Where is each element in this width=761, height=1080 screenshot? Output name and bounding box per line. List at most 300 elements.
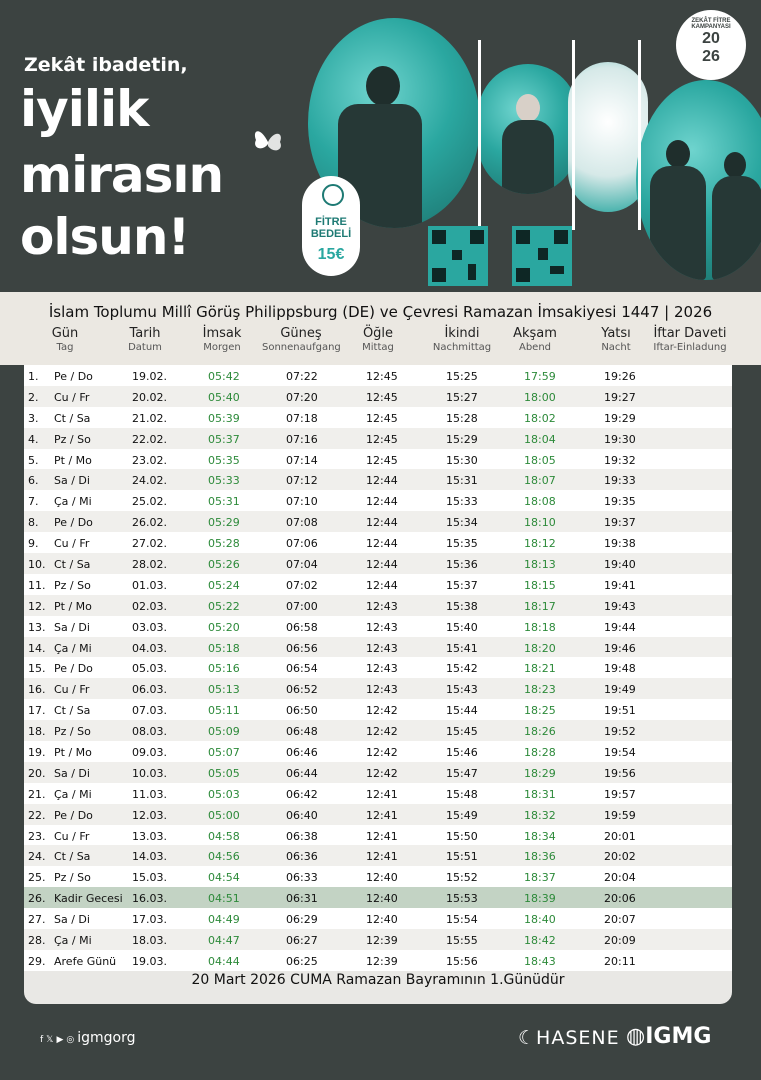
- cell-day: Ct / Sa: [54, 411, 91, 425]
- cell-day: Pt / Mo: [54, 746, 92, 760]
- cell-yatsi: 19:38: [604, 537, 636, 551]
- cell-gunes: 06:46: [286, 746, 318, 760]
- cell-n: 16.: [28, 683, 46, 697]
- cell-ikindi: 15:47: [446, 766, 478, 780]
- cell-ogle: 12:40: [366, 892, 398, 906]
- cell-yatsi: 20:04: [604, 871, 636, 885]
- cell-ikindi: 15:48: [446, 787, 478, 801]
- cell-aksam: 18:21: [524, 662, 556, 676]
- youtube-icon[interactable]: ▶: [56, 1035, 64, 1045]
- cell-aksam: 18:05: [524, 453, 556, 467]
- cell-yatsi: 19:44: [604, 620, 636, 634]
- cell-ogle: 12:44: [366, 516, 398, 530]
- cell-aksam: 18:32: [524, 808, 556, 822]
- table-row: [24, 762, 732, 783]
- cell-yatsi: 19:30: [604, 432, 636, 446]
- table-row: [24, 386, 732, 407]
- cell-gunes: 06:42: [286, 787, 318, 801]
- qr-code-1[interactable]: [428, 226, 488, 286]
- cell-aksam: 18:20: [524, 641, 556, 655]
- cell-n: 24.: [28, 850, 46, 864]
- cell-ogle: 12:44: [366, 558, 398, 572]
- cell-yatsi: 19:41: [604, 578, 636, 592]
- cell-n: 26.: [28, 892, 46, 906]
- cell-ikindi: 15:36: [446, 558, 478, 572]
- cell-ogle: 12:42: [366, 766, 398, 780]
- cell-day: Pe / Do: [54, 516, 93, 530]
- social-handle[interactable]: igmgorg: [77, 1030, 136, 1046]
- cell-gunes: 06:29: [286, 913, 318, 927]
- cell-gunes: 06:48: [286, 725, 318, 739]
- cell-date: 06.03.: [132, 683, 167, 697]
- cell-ikindi: 15:34: [446, 516, 478, 530]
- col-header-yatsi: Yatsı Nacht: [601, 326, 631, 353]
- cell-yatsi: 19:37: [604, 516, 636, 530]
- col-header-iftar: İftar Daveti Iftar-Einladung: [653, 326, 727, 353]
- cell-yatsi: 19:54: [604, 746, 636, 760]
- cell-day: Pe / Do: [54, 662, 93, 676]
- cell-imsak: 05:40: [208, 390, 240, 404]
- table-row: [24, 741, 732, 762]
- cell-n: 1.: [28, 370, 39, 383]
- cell-date: 28.02.: [132, 558, 167, 572]
- cell-aksam: 18:04: [524, 432, 556, 446]
- cell-day: Cu / Fr: [54, 537, 90, 551]
- cell-imsak: 04:47: [208, 934, 240, 948]
- divider-line: [638, 40, 641, 230]
- cell-yatsi: 20:09: [604, 934, 636, 948]
- badge-title: FİTRE BEDELİ: [310, 216, 352, 240]
- cell-yatsi: 19:52: [604, 725, 636, 739]
- cell-gunes: 06:40: [286, 808, 318, 822]
- table-row: [24, 637, 732, 658]
- table-row: [24, 845, 732, 866]
- cell-gunes: 07:02: [286, 578, 318, 592]
- cell-imsak: 05:05: [208, 766, 240, 780]
- cell-ikindi: 15:43: [446, 683, 478, 697]
- table-row: [24, 616, 732, 637]
- cell-ikindi: 15:37: [446, 578, 478, 592]
- cell-gunes: 07:06: [286, 537, 318, 551]
- cell-day: Pz / So: [54, 871, 91, 885]
- cell-gunes: 06:56: [286, 641, 318, 655]
- cell-gunes: 07:22: [286, 370, 318, 383]
- qr-caption: [414, 228, 422, 286]
- cell-n: 8.: [28, 516, 39, 530]
- cell-n: 9.: [28, 537, 39, 551]
- cell-n: 21.: [28, 787, 46, 801]
- table-row: [24, 407, 732, 428]
- cell-ogle: 12:42: [366, 704, 398, 718]
- cell-aksam: 18:25: [524, 704, 556, 718]
- fitre-badge: [302, 176, 360, 276]
- social-links[interactable]: [40, 1030, 135, 1046]
- cell-date: 09.03.: [132, 746, 167, 760]
- cell-aksam: 18:42: [524, 934, 556, 948]
- cell-day: Pe / Do: [54, 808, 93, 822]
- cell-n: 5.: [28, 453, 39, 467]
- cell-imsak: 05:28: [208, 537, 240, 551]
- x-icon[interactable]: 𝕏: [46, 1035, 54, 1045]
- cell-imsak: 04:44: [208, 954, 240, 968]
- table-row: [24, 866, 732, 887]
- cell-gunes: 06:33: [286, 871, 318, 885]
- table-row: [24, 449, 732, 470]
- cell-date: 01.03.: [132, 578, 167, 592]
- cell-imsak: 04:54: [208, 871, 240, 885]
- cell-date: 22.02.: [132, 432, 167, 446]
- cell-day: Kadir Gecesi: [54, 892, 123, 906]
- cell-date: 18.03.: [132, 934, 167, 948]
- stamp-text: ZEKÂT FİTRE KAMPANYASI: [691, 18, 731, 30]
- cell-yatsi: 20:07: [604, 913, 636, 927]
- cell-date: 23.02.: [132, 453, 167, 467]
- cell-ogle: 12:44: [366, 537, 398, 551]
- cell-yatsi: 19:57: [604, 787, 636, 801]
- cell-gunes: 06:25: [286, 954, 318, 968]
- cell-day: Pt / Mo: [54, 453, 92, 467]
- timetable-card: [24, 365, 732, 1004]
- cell-day: Ct / Sa: [54, 558, 91, 572]
- cell-day: Arefe Günü: [54, 954, 117, 968]
- cell-ikindi: 15:38: [446, 599, 478, 613]
- cell-yatsi: 20:11: [604, 954, 636, 968]
- cell-n: 20.: [28, 766, 46, 780]
- cell-n: 22.: [28, 808, 46, 822]
- cell-ikindi: 15:40: [446, 620, 478, 634]
- cell-ikindi: 15:28: [446, 411, 478, 425]
- cell-gunes: 06:50: [286, 704, 318, 718]
- cell-aksam: 18:43: [524, 954, 556, 968]
- cell-gunes: 07:20: [286, 390, 318, 404]
- cell-yatsi: 19:43: [604, 599, 636, 613]
- cell-gunes: 06:38: [286, 829, 318, 843]
- table-row: [24, 950, 732, 971]
- cell-imsak: 05:20: [208, 620, 240, 634]
- cell-aksam: 18:10: [524, 516, 556, 530]
- cell-ikindi: 15:56: [446, 954, 478, 968]
- table-row: [24, 678, 732, 699]
- cell-ogle: 12:40: [366, 871, 398, 885]
- col-header-imsak: İmsak Morgen: [202, 326, 242, 353]
- cell-ogle: 12:41: [366, 787, 398, 801]
- butterfly-icon: [250, 124, 286, 160]
- cell-n: 14.: [28, 641, 46, 655]
- divider-line: [572, 40, 575, 230]
- cell-date: 26.02.: [132, 516, 167, 530]
- cell-aksam: 18:40: [524, 913, 556, 927]
- cell-yatsi: 19:46: [604, 641, 636, 655]
- cell-date: 07.03.: [132, 704, 167, 718]
- cell-n: 6.: [28, 474, 39, 488]
- hasene-logo: ☾HASENE: [518, 1027, 620, 1049]
- cell-yatsi: 20:01: [604, 829, 636, 843]
- cell-date: 14.03.: [132, 850, 167, 864]
- cell-aksam: 18:02: [524, 411, 556, 425]
- cell-aksam: 18:36: [524, 850, 556, 864]
- cell-ikindi: 15:27: [446, 390, 478, 404]
- cell-imsak: 04:51: [208, 892, 240, 906]
- cell-date: 25.02.: [132, 495, 167, 509]
- cell-gunes: 06:54: [286, 662, 318, 676]
- cell-n: 15.: [28, 662, 46, 676]
- cell-yatsi: 19:33: [604, 474, 636, 488]
- cell-gunes: 07:16: [286, 432, 318, 446]
- col-header-aksam: Akşam Abend: [513, 326, 557, 353]
- photo-circle-volunteer: [478, 64, 578, 194]
- cell-yatsi: 19:40: [604, 558, 636, 572]
- table-row: [24, 825, 732, 846]
- cell-aksam: 18:07: [524, 474, 556, 488]
- cell-n: 23.: [28, 829, 46, 843]
- cell-ikindi: 15:35: [446, 537, 478, 551]
- cell-day: Ça / Mi: [54, 787, 92, 801]
- cell-ogle: 12:39: [366, 954, 398, 968]
- cell-ogle: 12:41: [366, 829, 398, 843]
- cell-aksam: 18:15: [524, 578, 556, 592]
- cell-imsak: 04:49: [208, 913, 240, 927]
- cell-imsak: 05:11: [208, 704, 240, 718]
- table-row: [24, 929, 732, 950]
- cell-imsak: 05:18: [208, 641, 240, 655]
- divider-line: [478, 40, 481, 230]
- cell-yatsi: 19:26: [604, 370, 636, 383]
- cell-day: Pt / Mo: [54, 599, 92, 613]
- table-row: [24, 574, 732, 595]
- cell-gunes: 06:44: [286, 766, 318, 780]
- cell-n: 11.: [28, 578, 46, 592]
- hero-banner: [0, 0, 761, 292]
- cell-imsak: 05:24: [208, 578, 240, 592]
- cell-ogle: 12:42: [366, 746, 398, 760]
- cell-ikindi: 15:44: [446, 704, 478, 718]
- table-row: [24, 699, 732, 720]
- cell-ogle: 12:42: [366, 725, 398, 739]
- cell-ikindi: 15:30: [446, 453, 478, 467]
- cell-aksam: 18:17: [524, 599, 556, 613]
- cell-yatsi: 19:29: [604, 411, 636, 425]
- cell-day: Pz / So: [54, 725, 91, 739]
- prayer-times-table: [24, 365, 732, 971]
- cell-ikindi: 15:42: [446, 662, 478, 676]
- table-row: [24, 657, 732, 678]
- cell-n: 12.: [28, 599, 46, 613]
- cell-day: Ct / Sa: [54, 704, 91, 718]
- cell-n: 28.: [28, 934, 46, 948]
- cell-yatsi: 19:49: [604, 683, 636, 697]
- col-header-gunes: Güneş Sonnenaufgang: [262, 326, 341, 353]
- cell-ogle: 12:41: [366, 850, 398, 864]
- cell-ikindi: 15:50: [446, 829, 478, 843]
- cell-gunes: 06:31: [286, 892, 318, 906]
- cell-day: Sa / Di: [54, 620, 90, 634]
- cell-ogle: 12:45: [366, 370, 398, 383]
- cell-imsak: 05:31: [208, 495, 240, 509]
- cell-n: 3.: [28, 411, 39, 425]
- cell-date: 19.02.: [132, 370, 167, 383]
- slogan-line-2: mirasın: [20, 146, 224, 204]
- cell-yatsi: 20:06: [604, 892, 636, 906]
- cell-aksam: 18:18: [524, 620, 556, 634]
- cell-ogle: 12:39: [366, 934, 398, 948]
- donation-icon: [322, 184, 344, 206]
- cell-n: 13.: [28, 620, 46, 634]
- cell-n: 19.: [28, 746, 46, 760]
- cell-n: 17.: [28, 704, 46, 718]
- cell-ogle: 12:44: [366, 474, 398, 488]
- cell-ikindi: 15:29: [446, 432, 478, 446]
- cell-imsak: 05:26: [208, 558, 240, 572]
- cell-imsak: 05:29: [208, 516, 240, 530]
- stamp-year-bottom: 26: [702, 48, 720, 65]
- cell-date: 05.03.: [132, 662, 167, 676]
- cell-imsak: 05:13: [208, 683, 240, 697]
- cell-ogle: 12:40: [366, 913, 398, 927]
- cell-day: Sa / Di: [54, 474, 90, 488]
- cell-yatsi: 19:35: [604, 495, 636, 509]
- table-row: [24, 720, 732, 741]
- cell-ikindi: 15:46: [446, 746, 478, 760]
- cell-imsak: 05:33: [208, 474, 240, 488]
- cell-imsak: 05:39: [208, 411, 240, 425]
- slogan-line-1: iyilik: [20, 80, 149, 138]
- cell-yatsi: 19:48: [604, 662, 636, 676]
- cell-date: 27.02.: [132, 537, 167, 551]
- cell-n: 2.: [28, 390, 39, 404]
- col-header-date: Tarih Datum: [128, 326, 162, 353]
- cell-aksam: 18:29: [524, 766, 556, 780]
- cell-aksam: 18:23: [524, 683, 556, 697]
- cell-imsak: 05:42: [208, 370, 240, 383]
- cell-date: 08.03.: [132, 725, 167, 739]
- cell-day: Pz / So: [54, 432, 91, 446]
- cell-yatsi: 19:27: [604, 390, 636, 404]
- cell-day: Ça / Mi: [54, 641, 92, 655]
- cell-aksam: 18:31: [524, 787, 556, 801]
- cell-imsak: 05:07: [208, 746, 240, 760]
- cell-yatsi: 19:59: [604, 808, 636, 822]
- cell-yatsi: 20:02: [604, 850, 636, 864]
- cell-date: 03.03.: [132, 620, 167, 634]
- table-row: [24, 804, 732, 825]
- cell-gunes: 07:08: [286, 516, 318, 530]
- cell-ogle: 12:43: [366, 683, 398, 697]
- cell-imsak: 05:03: [208, 787, 240, 801]
- cell-ogle: 12:45: [366, 453, 398, 467]
- cell-yatsi: 19:51: [604, 704, 636, 718]
- cell-day: Ça / Mi: [54, 495, 92, 509]
- cell-ogle: 12:43: [366, 599, 398, 613]
- cell-aksam: 18:37: [524, 871, 556, 885]
- cell-gunes: 07:14: [286, 453, 318, 467]
- cell-aksam: 18:12: [524, 537, 556, 551]
- cell-ikindi: 15:51: [446, 850, 478, 864]
- cell-aksam: 18:26: [524, 725, 556, 739]
- cell-imsak: 05:37: [208, 432, 240, 446]
- instagram-icon[interactable]: ◎: [66, 1035, 75, 1045]
- cell-day: Pz / So: [54, 578, 91, 592]
- cell-gunes: 07:18: [286, 411, 318, 425]
- cell-n: 29.: [28, 954, 46, 968]
- cell-aksam: 18:39: [524, 892, 556, 906]
- cell-gunes: 07:00: [286, 599, 318, 613]
- col-header-ikindi: İkindi Nachmittag: [432, 326, 492, 353]
- cell-gunes: 06:58: [286, 620, 318, 634]
- cell-day: Cu / Fr: [54, 390, 90, 404]
- cell-ikindi: 15:53: [446, 892, 478, 906]
- cell-day: Cu / Fr: [54, 683, 90, 697]
- table-row: [24, 908, 732, 929]
- cell-ikindi: 15:41: [446, 641, 478, 655]
- stamp-year-top: 20: [702, 30, 720, 47]
- cell-date: 04.03.: [132, 641, 167, 655]
- badge-price: 15€: [317, 246, 345, 263]
- cell-ogle: 12:44: [366, 578, 398, 592]
- cell-imsak: 05:09: [208, 725, 240, 739]
- cell-aksam: 18:34: [524, 829, 556, 843]
- cell-date: 16.03.: [132, 892, 167, 906]
- cell-aksam: 18:28: [524, 746, 556, 760]
- cell-n: 18.: [28, 725, 46, 739]
- cell-ogle: 12:45: [366, 432, 398, 446]
- cell-day: Sa / Di: [54, 913, 90, 927]
- cell-ikindi: 15:55: [446, 934, 478, 948]
- qr-code-2[interactable]: [512, 226, 572, 286]
- cell-gunes: 07:10: [286, 495, 318, 509]
- cell-day: Sa / Di: [54, 766, 90, 780]
- cell-yatsi: 19:32: [604, 453, 636, 467]
- cell-aksam: 17:59: [524, 370, 556, 383]
- cell-date: 19.03.: [132, 954, 167, 968]
- cell-yatsi: 19:56: [604, 766, 636, 780]
- table-title: İslam Toplumu Millî Görüş Philippsburg (DE) ve Çevresi Ramazan İmsakiyesi 1447 | 2026: [48, 303, 713, 321]
- campaign-stamp: [676, 10, 746, 80]
- cell-gunes: 06:36: [286, 850, 318, 864]
- cell-ikindi: 15:25: [446, 370, 478, 383]
- cell-n: 10.: [28, 558, 46, 572]
- cell-gunes: 07:04: [286, 558, 318, 572]
- cell-n: 4.: [28, 432, 39, 446]
- cell-ikindi: 15:49: [446, 808, 478, 822]
- table-row: [24, 595, 732, 616]
- cell-date: 12.03.: [132, 808, 167, 822]
- cell-ogle: 12:45: [366, 390, 398, 404]
- cell-ikindi: 15:33: [446, 495, 478, 509]
- cell-aksam: 18:00: [524, 390, 556, 404]
- cell-gunes: 07:12: [286, 474, 318, 488]
- cell-imsak: 04:56: [208, 850, 240, 864]
- table-row: [24, 428, 732, 449]
- cell-aksam: 18:08: [524, 495, 556, 509]
- igmg-logo: ◍IGMG: [626, 1024, 712, 1049]
- cell-n: 27.: [28, 913, 46, 927]
- cell-imsak: 05:35: [208, 453, 240, 467]
- cell-imsak: 05:00: [208, 808, 240, 822]
- photo-circle-handshake: [636, 80, 761, 280]
- cell-day: Pe / Do: [54, 370, 93, 383]
- cell-ogle: 12:45: [366, 411, 398, 425]
- cell-date: 21.02.: [132, 411, 167, 425]
- cell-aksam: 18:13: [524, 558, 556, 572]
- cell-date: 15.03.: [132, 871, 167, 885]
- facebook-icon[interactable]: f: [40, 1035, 44, 1045]
- cell-gunes: 06:52: [286, 683, 318, 697]
- table-row: [24, 783, 732, 804]
- col-header-ogle: Öğle Mittag: [362, 326, 394, 353]
- table-row: [24, 511, 732, 532]
- cell-ogle: 12:44: [366, 495, 398, 509]
- cell-day: Ct / Sa: [54, 850, 91, 864]
